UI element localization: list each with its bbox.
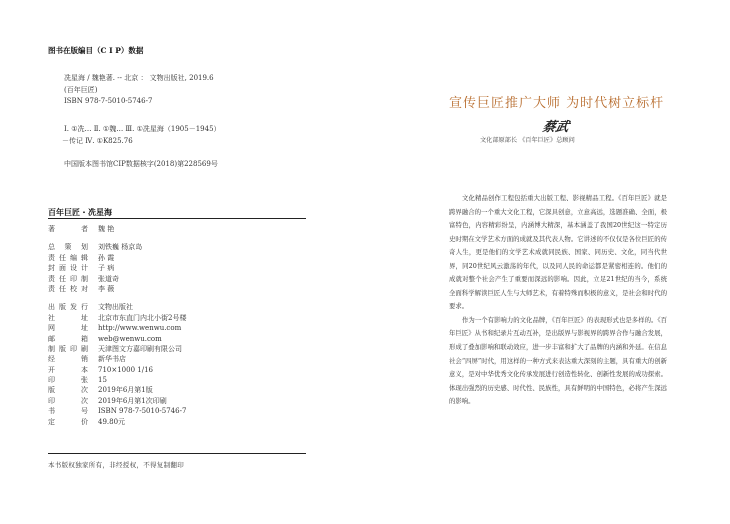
info-row — [48, 284, 306, 294]
cip-line: (百年巨匠) — [64, 86, 98, 94]
info-value: 北京市东直门内北小街2号楼 — [98, 313, 187, 322]
info-value: 孙 霞 — [98, 253, 115, 262]
info-value: web@wenwu.com — [98, 334, 162, 343]
info-row — [48, 242, 306, 252]
info-value: 李 薇 — [98, 284, 115, 293]
info-row — [48, 365, 306, 375]
info-label: 印张 — [48, 376, 88, 385]
info-label: 邮箱 — [48, 334, 88, 343]
info-row — [48, 224, 306, 234]
cip-line: －传记 Ⅳ. ①K825.76 — [62, 137, 133, 145]
info-row — [48, 274, 306, 284]
cip-title: 图书在版编目（C I P）数据 — [48, 46, 144, 55]
divider — [48, 453, 306, 454]
info-value: 710×1000 1/16 — [98, 365, 153, 374]
info-value: 天津图文方嘉印刷有限公司 — [98, 344, 182, 353]
cip-line: 冼星海 / 魏艳著. -- 北京 ： 文物出版社, 2019.6 — [64, 74, 214, 82]
info-label: 印次 — [48, 396, 88, 405]
info-row — [48, 375, 306, 385]
info-value: 新华书店 — [98, 355, 126, 364]
info-row — [48, 354, 306, 364]
info-row — [48, 302, 306, 312]
info-row — [48, 385, 306, 395]
cip-line: Ⅰ. ①冼… Ⅱ. ①魏… Ⅲ. ①冼星海（1905－1945） — [64, 125, 221, 133]
info-row — [48, 253, 306, 263]
info-label: 封面设计 — [48, 264, 88, 273]
info-row — [48, 417, 306, 427]
preface-title: 宣传巨匠推广大师 为时代树立标杆 — [449, 96, 665, 111]
info-label: 制版印刷 — [48, 344, 88, 353]
info-value: ISBN 978-7-5010-5746-7 — [98, 407, 187, 416]
author-signature: 蔡武 — [540, 120, 571, 135]
info-label: 社址 — [48, 313, 88, 322]
cip-line: ISBN 978-7-5010-5746-7 — [64, 97, 153, 105]
info-label: 总策划 — [48, 243, 88, 252]
paragraph: 作为一个有影响力的文化品牌，《百年巨匠》的表现形式也是多样的。《百年巨匠》从书和纪录片互动互补，是出版界与影视界的跨界合作与融合发展，形成了叠加影响和联动效应，进一步丰富和扩大了品牌的内涵和外延。在信息社会“四屏”时代，用这样的一种方式来表达重大深刻的主题，具有重大的创新意义，是对中华优秀文化传承发展进行创造性转化、创新性发展的成功探索。体现出强烈的历史感、时代性、民族性，具有鲜明的中国特色，必将产生深远的影响。 — [449, 315, 667, 406]
info-row — [48, 344, 306, 354]
info-row — [48, 396, 306, 406]
info-value: 刘铁巍 杨京岛 — [98, 243, 143, 252]
signer-title: 文化部原部长 《百年巨匠》总顾问 — [480, 137, 575, 144]
publication-info — [48, 224, 306, 427]
info-label: 出版发行 — [48, 303, 88, 312]
copyright-notice: 本书版权独家所有，非经授权，不得复制翻印 — [48, 461, 184, 469]
info-label: 责任校对 — [48, 284, 88, 293]
info-value: 15 — [98, 376, 107, 385]
info-row — [48, 323, 306, 333]
paragraph: 文化精品创作工程包括重大出版工程、影视精品工程。《百年巨匠》就是跨界融合的一个重大文化工程，它深具创意，立意高远，选题准确、全面，极富特色，内容精彩纷呈，内涵博大精深，基本涵盖了我国20世纪这一特定历史时期在文学艺术方面的成就及其代表人物。它讲述的不仅仅是各位巨匠的传奇人生，更是他们的文学艺术成就同民族、国家、同历史、文化，同当代世界，同20世纪风云激荡的年代，以及同人民的命运都是紧密相连的。他们的成就对整个社会产生了重要而深远的影响。因此，立足21世纪的当今，系统全面科学解读巨匠人生与大师艺术，有着特殊而积极的意义，是社会和时代的要求。 — [449, 194, 667, 311]
info-value: 张道奇 — [98, 274, 119, 283]
info-value: 文物出版社 — [98, 303, 133, 312]
preface-body — [449, 192, 667, 409]
info-row — [48, 313, 306, 323]
info-value: 49.80元 — [98, 417, 126, 426]
info-value: 2019年6月第1次印刷 — [98, 396, 167, 405]
info-label: 责任印制 — [48, 274, 88, 283]
info-label: 定价 — [48, 417, 88, 426]
divider — [48, 218, 306, 219]
info-value: 2019年6月第1版 — [98, 386, 153, 395]
info-row — [48, 263, 306, 273]
book-title: 百年巨匠・冼星海 — [48, 207, 112, 217]
info-label: 开本 — [48, 365, 88, 374]
info-label: 版次 — [48, 386, 88, 395]
cip-line: 中国版本图书馆CIP数据核字(2018)第228569号 — [64, 160, 218, 168]
info-label: 书号 — [48, 407, 88, 416]
info-row — [48, 334, 306, 344]
info-value: 魏 艳 — [98, 225, 115, 233]
info-label: 著者 — [48, 225, 88, 233]
info-label: 网址 — [48, 324, 88, 333]
info-value: http://www.wenwu.com — [98, 324, 182, 333]
info-label: 经销 — [48, 355, 88, 364]
info-label: 责任编辑 — [48, 253, 88, 262]
info-value: 子 病 — [98, 264, 115, 273]
info-row — [48, 406, 306, 416]
preface-page — [365, 0, 730, 524]
